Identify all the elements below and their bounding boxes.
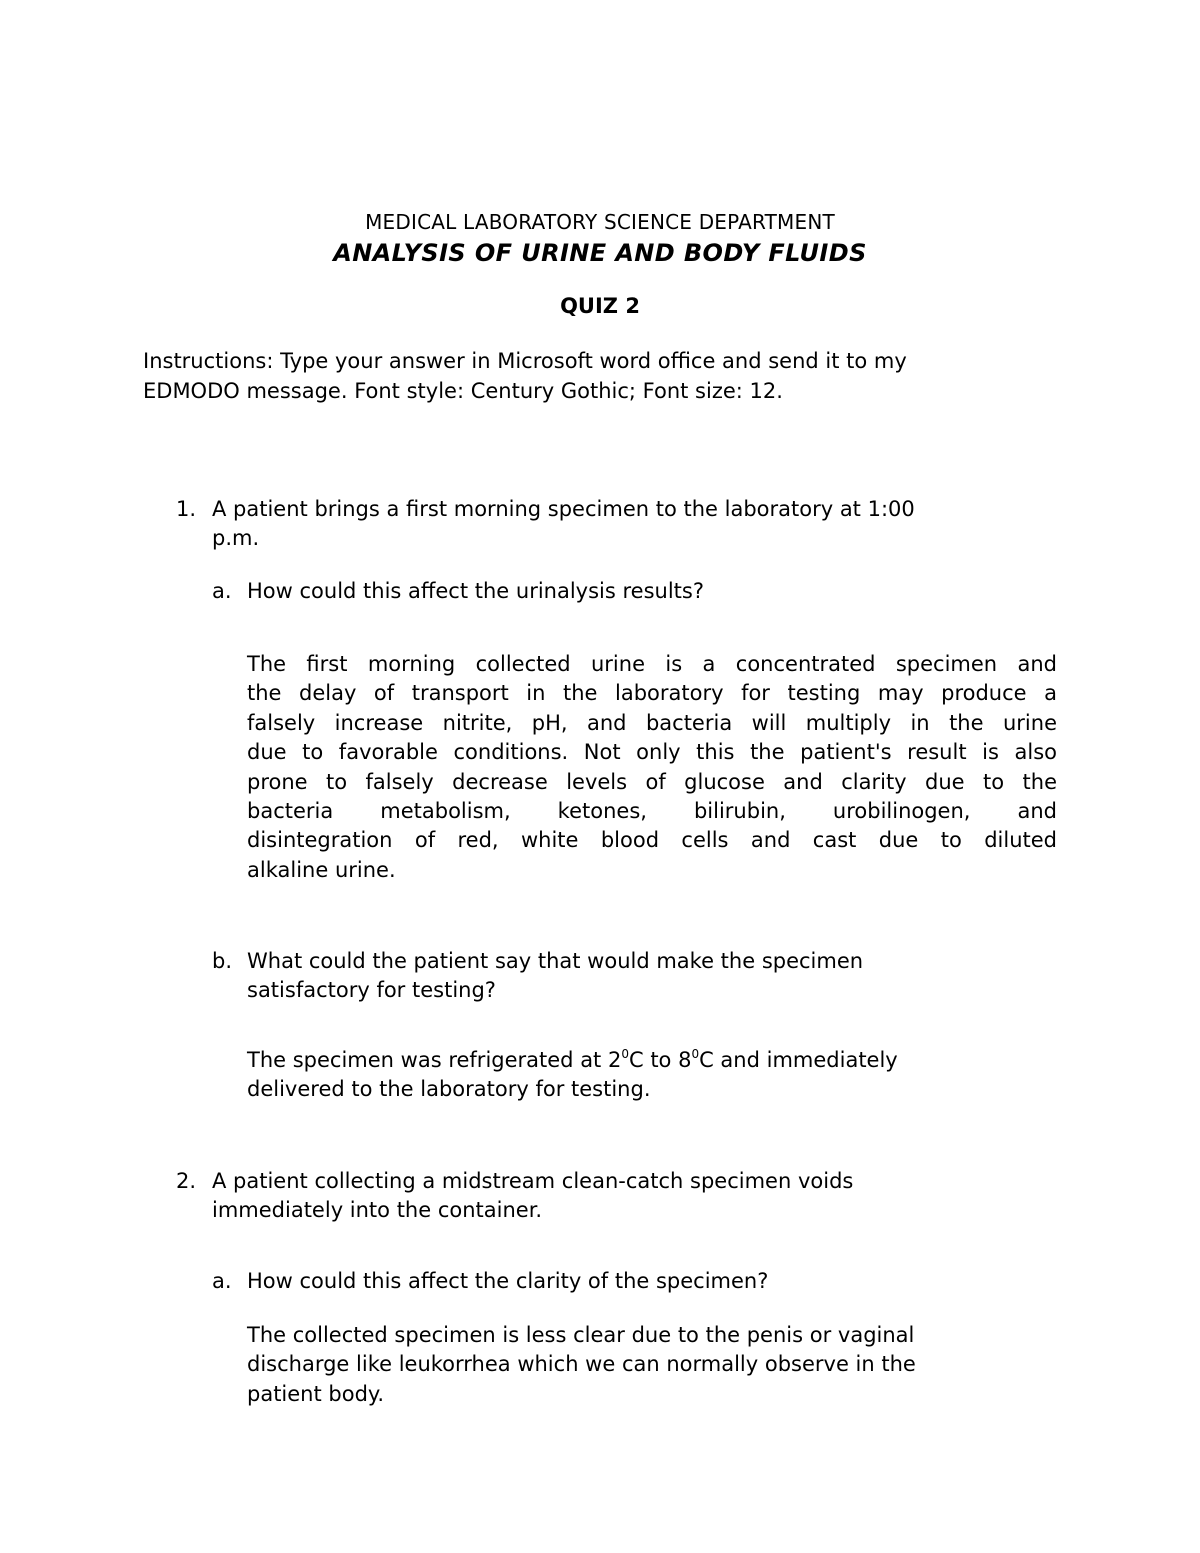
answer-text: The specimen was refrigerated at 2 xyxy=(247,1048,622,1072)
course-title: ANALYSIS OF URINE AND BODY FLUIDS xyxy=(333,239,867,267)
sub-question-line: satisfactory for testing? xyxy=(247,978,496,1002)
quiz-title: QUIZ 2 xyxy=(560,294,640,318)
sub-question-text: How could this affect the urinalysis results? xyxy=(247,579,704,603)
answer-text: C and immediately xyxy=(699,1048,898,1072)
instructions-line: EDMODO message. Font style: Century Gothic; Font size: 12. xyxy=(143,379,783,403)
answer-block xyxy=(247,650,1057,885)
answer-line: discharge like leukorrhea which we can normally observe in the xyxy=(247,1352,916,1377)
answer-line: delivered to the laboratory for testing. xyxy=(247,1077,651,1102)
sub-question-letter: b. xyxy=(212,949,233,973)
answer-line: bacteria metabolism, ketones, bilirubin, urobilinogen, and xyxy=(247,799,1057,824)
question-line: A patient brings a first morning specimen to the laboratory at 1:00 xyxy=(212,497,915,521)
answer-line: The first morning collected urine is a concentrated specimen and xyxy=(247,652,1057,676)
answer-line xyxy=(247,1046,1057,1075)
answer-text: C to 8 xyxy=(628,1048,692,1072)
degree-superscript: 0 xyxy=(691,1047,700,1061)
instructions-line: Instructions: Type your answer in Microsoft word office and send it to my xyxy=(143,349,907,373)
sub-question-letter: a. xyxy=(212,579,232,603)
question-number: 2. xyxy=(176,1169,197,1193)
answer-block xyxy=(247,1321,1057,1409)
question-line: immediately into the container. xyxy=(212,1198,543,1222)
answer-line: the delay of transport in the laboratory for testing may produce a xyxy=(247,681,1057,706)
answer-block xyxy=(247,1046,1057,1105)
question-number: 1. xyxy=(176,497,197,521)
sub-question-letter: a. xyxy=(212,1269,232,1293)
instructions xyxy=(143,346,1043,406)
degree-superscript: 0 xyxy=(621,1047,629,1061)
question-line: p.m. xyxy=(212,526,260,550)
answer-line: alkaline urine. xyxy=(247,857,396,882)
answer-line: The collected specimen is less clear due to the penis or vaginal xyxy=(247,1323,915,1347)
answer-line: prone to falsely decrease levels of glucose and clarity due to the xyxy=(247,769,1057,794)
answer-line: due to favorable conditions. Not only this the patient's result is also xyxy=(247,740,1057,765)
question-line: A patient collecting a midstream clean-catch specimen voids xyxy=(212,1169,854,1193)
question-text xyxy=(212,495,1012,553)
answer-line: patient body. xyxy=(247,1381,385,1406)
answer-line: falsely increase nitrite, pH, and bacteria will multiply in the urine xyxy=(247,710,1057,735)
sub-question-text xyxy=(247,947,1047,1005)
question-text xyxy=(212,1167,1012,1225)
sub-question-text: How could this affect the clarity of the specimen? xyxy=(247,1269,769,1293)
answer-line: disintegration of red, white blood cells and cast due to diluted xyxy=(247,828,1057,853)
sub-question-line: What could the patient say that would make the specimen xyxy=(247,949,864,973)
department-heading: MEDICAL LABORATORY SCIENCE DEPARTMENT xyxy=(365,210,835,234)
